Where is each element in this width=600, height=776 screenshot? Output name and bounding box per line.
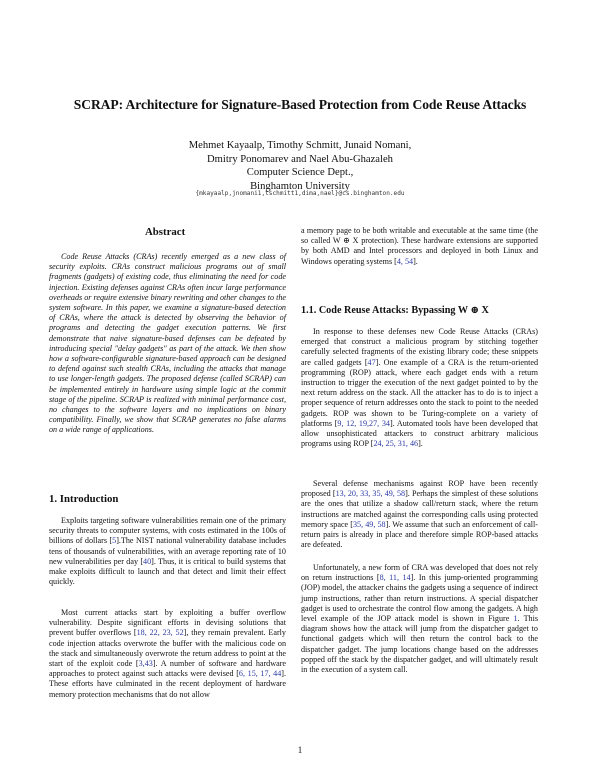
author-line-2: Dmitry Ponomarev and Nael Abu-Ghazaleh [207, 153, 393, 165]
citation[interactable]: 4, 54 [396, 256, 414, 266]
citation[interactable]: 35, 49, 58 [352, 519, 386, 529]
citation[interactable]: 13, 20, 33, 35, 49, 58 [335, 489, 406, 499]
cra-paragraph-1: In response to these defenses new Code Reuse Attacks (CRAs) emerged that construct a malicious program by stitching together carefully selected fragments of the existing library code; these snippets are called gadgets [47]. One example of a CRA is the return-oriented programming (ROP) attack, where each gadget ends with a return instruction to trigger the execution of the next gadget pointed to by the next return address on the stack. All the attacker has to do is to inject a proper sequence of return addresses onto the stack to point to the needed gadgets. ROP was shown to be Turing-complete on a variety of platforms [9, 12, 19,27, 34]. Automated tools have been developed that allow unsophisticated attackers to construct arbitrary malicious programs using ROP [24, 25, 31, 46]. [301, 327, 538, 449]
paper-title: SCRAP: Architecture for Signature-Based Protection from Code Reuse Attacks [73, 97, 527, 112]
intro-heading: 1. Introduction [49, 493, 119, 505]
page-number: 1 [297, 745, 303, 755]
citation[interactable]: 5 [112, 536, 117, 546]
citation[interactable]: 40 [143, 556, 152, 566]
citation[interactable]: 18, 22, 23, 52 [136, 628, 184, 638]
department: Computer Science Dept., [246, 167, 354, 179]
author-line-1: Mehmet Kayaalp, Timothy Schmitt, Junaid Nomani, [188, 140, 412, 151]
citation[interactable]: 24, 25, 31, 46 [373, 439, 419, 449]
author-emails: {mkayaalp,jnomani1,tschmitt1,dima,nael}@cs.binghamton.edu [195, 190, 405, 197]
university: Binghamton University [250, 180, 350, 192]
cra-paragraph-2: Several defense mechanisms against ROP have been recently proposed [13, 20, 33, 35, 49, 58]. Perhaps the simplest of these solutions are the ones that utilize a shadow call/return stack, where the return instructions are matched against the corresponding calls using protected memory space [35, 49, 58]. We assume that such an enforcement of call-return pairs is already in place and therefore simple ROP-based attacks are defeated. [301, 479, 538, 550]
author-block [100, 139, 500, 193]
abstract-heading: Abstract [145, 226, 186, 238]
intro-paragraph-1: Exploits targeting software vulnerabilities remain one of the primary security threats to computer systems, with costs estimated in the 100s of billions of dollars [5].The NIST national vulnerability database includes tens of thousands of vulnerabilities, with an average reporting rate of 10 new vulnerabilities per day [40]. Thus, it is critical to build systems that make exploits difficult to launch and that detect and limit their effect quickly. [49, 516, 286, 587]
citation[interactable]: 8, 11, 14 [379, 573, 411, 583]
figure-reference[interactable]: 1 [513, 614, 518, 624]
citation[interactable]: 3,43 [138, 659, 153, 669]
continued-paragraph: a memory page to be both writable and executable at the same time (the so called W ⊕ X protection). These hardware extensions are supported by both AMD and Intel processors and deployed in both Linux and Windows operating systems [4, 54]. [301, 226, 538, 266]
abstract-text: Code Reuse Attacks (CRAs) recently emerged as a new class of security exploits. CRAs construct malicious programs out of small fragments (gadgets) of existing code, thus eliminating the need for code injection. Existing defenses against CRAs often incur large performance overheads or require extensive binary rewriting and other changes to the system software. In this paper, we examine a signature-based detection of CRAs, where the attack is detected by observing the behavior of programs and detecting the gadget execution patterns. We first demonstrate that naive signature-based defenses can be defeated by introducing special "delay gadgets" as part of the attack. We then show how a software-configurable signature-based approach can be designed to defend against such stealth CRAs, including the attacks that manage to use longer-length gadgets. The proposed defense (called SCRAP) can be implemented entirely in hardware using simple logic at the commit stage of the pipeline. SCRAP is realized with minimal performance cost, no changes to the software layers and no implications on binary compatibility. Finally, we show that SCRAP generates no false alarms on a wide range of applications. [49, 252, 286, 435]
intro-paragraph-2: Most current attacks start by exploiting a buffer overflow vulnerability. Despite significant efforts in devising solutions that prevent buffer overflows [18, 22, 23, 52], they remain prevalent. Early code injection attacks overwrote the buffer with the malicious code on the stack and simultaneously overwrote the return address to point at the start of the exploit code [3,43]. A number of software and hardware approaches to protect against such attacks were devised [6, 15, 17, 44]. These efforts have culminated in the recent deployment of hardware memory protection mechanisms that do not allow [49, 608, 287, 699]
cra-paragraph-3: Unfortunately, a new form of CRA was developed that does not rely on return instructions [8, 11, 14]. In this jump-oriented programming (JOP) model, the attacker chains the gadgets using a sequence of indirect jump instructions, rather than return instructions. A special dispatcher gadget is used to orchestrate the control flow among the gadgets. A high level example of the JOP attack model is shown in Figure 1. This diagram shows how the attack will jump from the dispatcher gadget to functional gadgets which will then return the control back to the dispatcher gadget. The jump locations change based on the addresses popped off the stack by the dispatcher gadget, and will ultimately result in the execution of a system call. [301, 563, 538, 675]
subsection-heading: 1.1. Code Reuse Attacks: Bypassing W ⊕ X [301, 305, 489, 316]
citation[interactable]: 6, 15, 17, 44 [238, 669, 282, 679]
citation[interactable]: 9, 12, 19,27, 34 [337, 418, 390, 428]
citation[interactable]: 47 [367, 357, 376, 367]
